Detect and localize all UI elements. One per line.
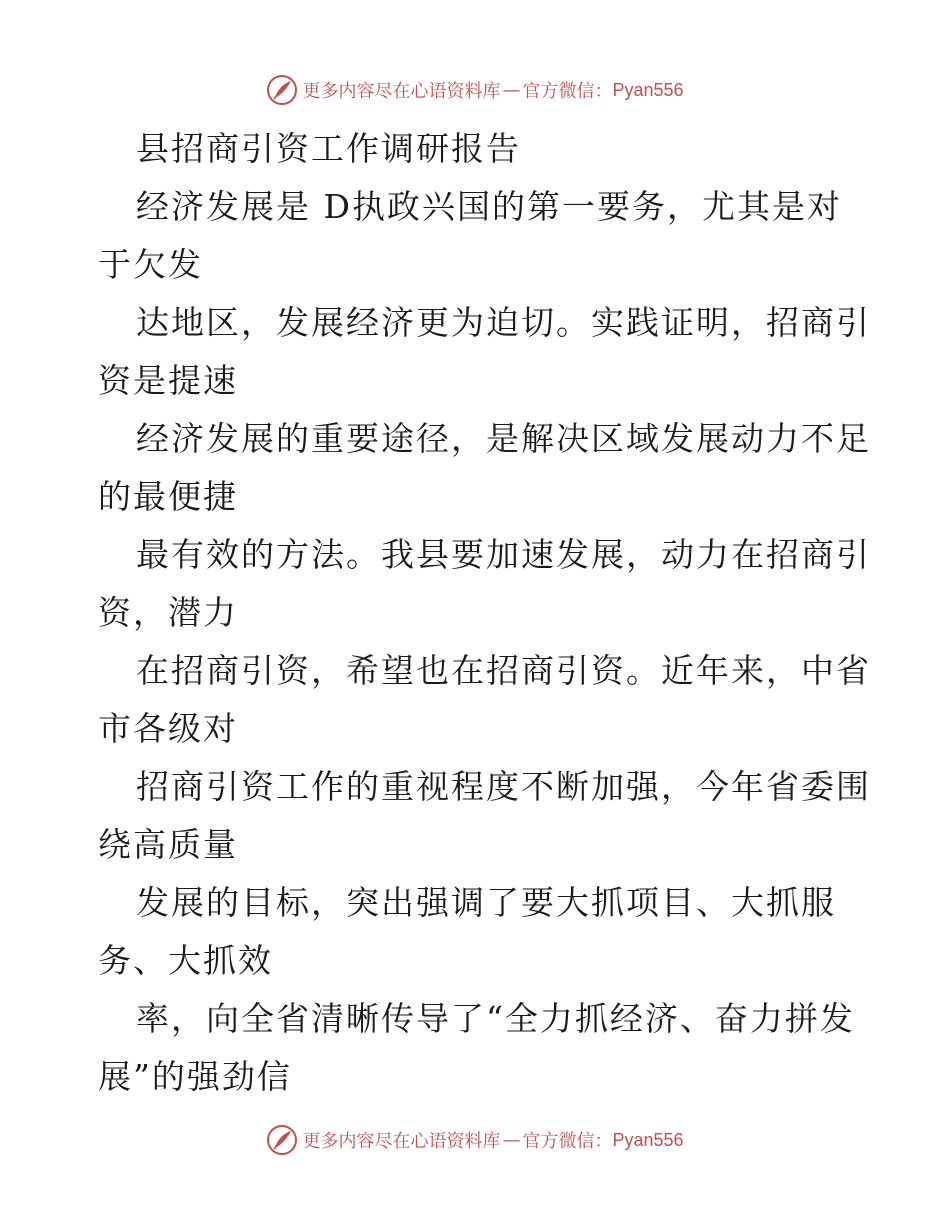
watermark-id: Pyan556 xyxy=(612,79,684,100)
feather-pen-logo-icon xyxy=(266,1124,298,1156)
paragraph-line: 绕高质量 xyxy=(98,825,238,864)
paragraph-line: 率，向全省清晰传导了“全力抓经济、奋力拼发 xyxy=(136,999,855,1038)
watermark-id: Pyan556 xyxy=(612,1129,684,1150)
paragraph-line: 的最便捷 xyxy=(98,477,238,516)
feather-pen-logo-icon xyxy=(266,74,298,106)
paragraph-line: 发展的目标，突出强调了要大抓项目、大抓服 xyxy=(136,883,836,922)
paragraph-line: 务、大抓效 xyxy=(98,941,273,980)
watermark-separator: — xyxy=(502,1129,521,1151)
paragraph-line: 招商引资工作的重视程度不断加强，今年省委围 xyxy=(136,767,871,806)
paragraph-line: 经济发展是 D执政兴国的第一要务，尤其是对 xyxy=(136,187,842,226)
paragraph-line: 资是提速 xyxy=(98,361,238,400)
paragraph-line: 市各级对 xyxy=(98,709,238,748)
footer-watermark xyxy=(0,1120,950,1160)
paragraph-line: 最有效的方法。我县要加速发展，动力在招商引 xyxy=(136,535,871,574)
paragraph-line: 资，潜力 xyxy=(98,593,238,632)
paragraph-line: 经济发展的重要途径，是解决区域发展动力不足 xyxy=(136,419,871,458)
header-watermark xyxy=(0,70,950,110)
document-title: 县招商引资工作调研报告 xyxy=(136,129,521,168)
paragraph-line: 展”的强劲信 xyxy=(98,1057,292,1096)
watermark-suffix: 官方微信： xyxy=(522,1131,613,1152)
paragraph-line: 达地区，发展经济更为迫切。实践证明，招商引 xyxy=(136,303,871,342)
watermark-separator: — xyxy=(502,79,521,101)
watermark-suffix: 官方微信： xyxy=(522,81,613,102)
paragraph-line: 在招商引资，希望也在招商引资。近年来，中省 xyxy=(136,651,871,690)
watermark-text: 更多内容尽在心语资料库 xyxy=(302,1131,501,1152)
watermark-text: 更多内容尽在心语资料库 xyxy=(302,81,501,102)
paragraph-line: 于欠发 xyxy=(98,245,203,284)
